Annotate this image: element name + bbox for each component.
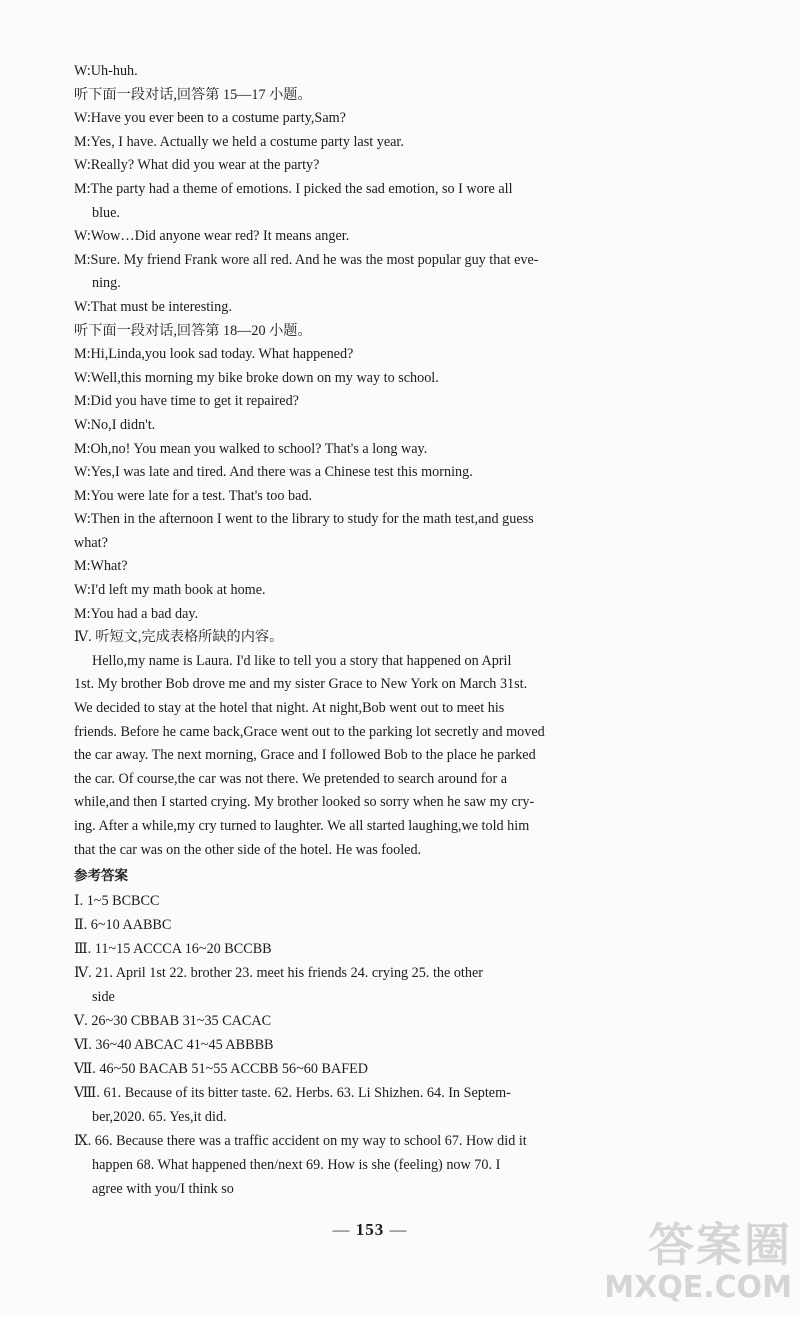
transcript-line: the car. Of course,the car was not there. We pretended to search around for a [74,770,508,787]
transcript-line: M:You were late for a test. That's too bad. [74,487,313,504]
page-content [74,60,594,1201]
answer-line: Ⅱ. 6~10 AABBC [74,917,172,934]
answer-line: Ⅲ. 11~15 ACCCA 16~20 BCCBB [74,941,272,958]
transcript-line: W:Have you ever been to a costume party,Sam? [74,110,346,127]
transcript-line: Hello,my name is Laura. I'd like to tell you a story that happened on April [92,652,512,669]
transcript-line: that the car was on the other side of the hotel. He was fooled. [74,841,422,858]
transcript-line: what? [74,534,108,551]
watermark-bottom-text: MXQE.COM [604,1270,792,1305]
transcript-line: We decided to stay at the hotel that night. At night,Bob went out to meet his [74,700,505,717]
transcript-line: M:Oh,no! You mean you walked to school? That's a long way. [74,440,428,457]
transcript-line: W:Yes,I was late and tired. And there was a Chinese test this morning. [74,464,473,481]
answer-line: Ⅴ. 26~30 CBBAB 31~35 CACAC [74,1013,272,1030]
answer-line: agree with you/I think so [92,1181,234,1198]
page-number-dash-right: — [389,1220,408,1239]
answer-line: Ⅵ. 36~40 ABCAC 41~45 ABBBB [74,1037,274,1054]
transcript-line: 听下面一段对话,回答第 18—20 小题。 [74,322,312,339]
transcript-line: W:Really? What did you wear at the party? [74,157,320,174]
transcript-line: M:Sure. My friend Frank wore all red. And he was the most popular guy that eve- [74,251,539,268]
watermark-top-text: 答案圈 [648,1218,792,1272]
transcript-line: the car away. The next morning, Grace and I followed Bob to the place he parked [74,747,536,764]
transcript-line: W:Uh-huh. [74,63,138,79]
transcript-line: ning. [92,275,121,292]
transcript-line: M:Yes, I have. Actually we held a costume party last year. [74,133,404,150]
transcript-line: W:Then in the afternoon I went to the library to study for the math test,and guess [74,511,534,528]
transcript-line: M:You had a bad day. [74,605,199,622]
page-number-dash: — [332,1220,351,1239]
listening-transcript [74,60,594,862]
transcript-line: W:That must be interesting. [74,298,232,315]
transcript-line: M:Hi,Linda,you look sad today. What happened? [74,346,354,363]
answer-line: side [92,989,115,1006]
transcript-line: W:I'd left my math book at home. [74,582,266,599]
answer-line: Ⅰ. 1~5 BCBCC [74,893,160,910]
transcript-line: M:What? [74,558,128,575]
transcript-line: W:Well,this morning my bike broke down on my way to school. [74,369,439,386]
answer-key [74,889,594,1201]
watermark-logo [602,1219,792,1311]
transcript-line: 听下面一段对话,回答第 15—17 小题。 [74,86,312,103]
answer-line: ber,2020. 65. Yes,it did. [92,1109,227,1126]
transcript-line: M:The party had a theme of emotions. I picked the sad emotion, so I wore all [74,180,513,197]
transcript-line: W:Wow…Did anyone wear red? It means anger. [74,228,350,245]
transcript-line: Ⅳ. 听短文,完成表格所缺的内容。 [74,629,284,646]
transcript-line: blue. [92,204,120,221]
transcript-line: 1st. My brother Bob drove me and my sister Grace to New York on March 31st. [74,676,528,693]
answers-heading: 参考答案 [74,868,128,885]
answer-line: happen 68. What happened then/next 69. How is she (feeling) now 70. I [92,1157,501,1174]
transcript-line: friends. Before he came back,Grace went out to the parking lot secretly and moved [74,723,545,740]
answer-line: Ⅸ. 66. Because there was a traffic accident on my way to school 67. How did it [74,1133,527,1150]
page-number: 153 [355,1220,385,1239]
answer-line: Ⅷ. 61. Because of its bitter taste. 62. Herbs. 63. Li Shizhen. 64. In Septem- [74,1085,511,1102]
answer-line: Ⅳ. 21. April 1st 22. brother 23. meet his friends 24. crying 25. the other [74,965,483,982]
answer-line: Ⅶ. 46~50 BACAB 51~55 ACCBB 56~60 BAFED [74,1061,368,1078]
transcript-line: ing. After a while,my cry turned to laughter. We all started laughing,we told him [74,818,530,834]
page-number-footer [290,1220,450,1240]
transcript-line: W:No,I didn't. [74,416,156,433]
transcript-line: while,and then I started crying. My brother looked so sorry when he saw my cry- [74,794,535,811]
transcript-line: M:Did you have time to get it repaired? [74,393,299,410]
